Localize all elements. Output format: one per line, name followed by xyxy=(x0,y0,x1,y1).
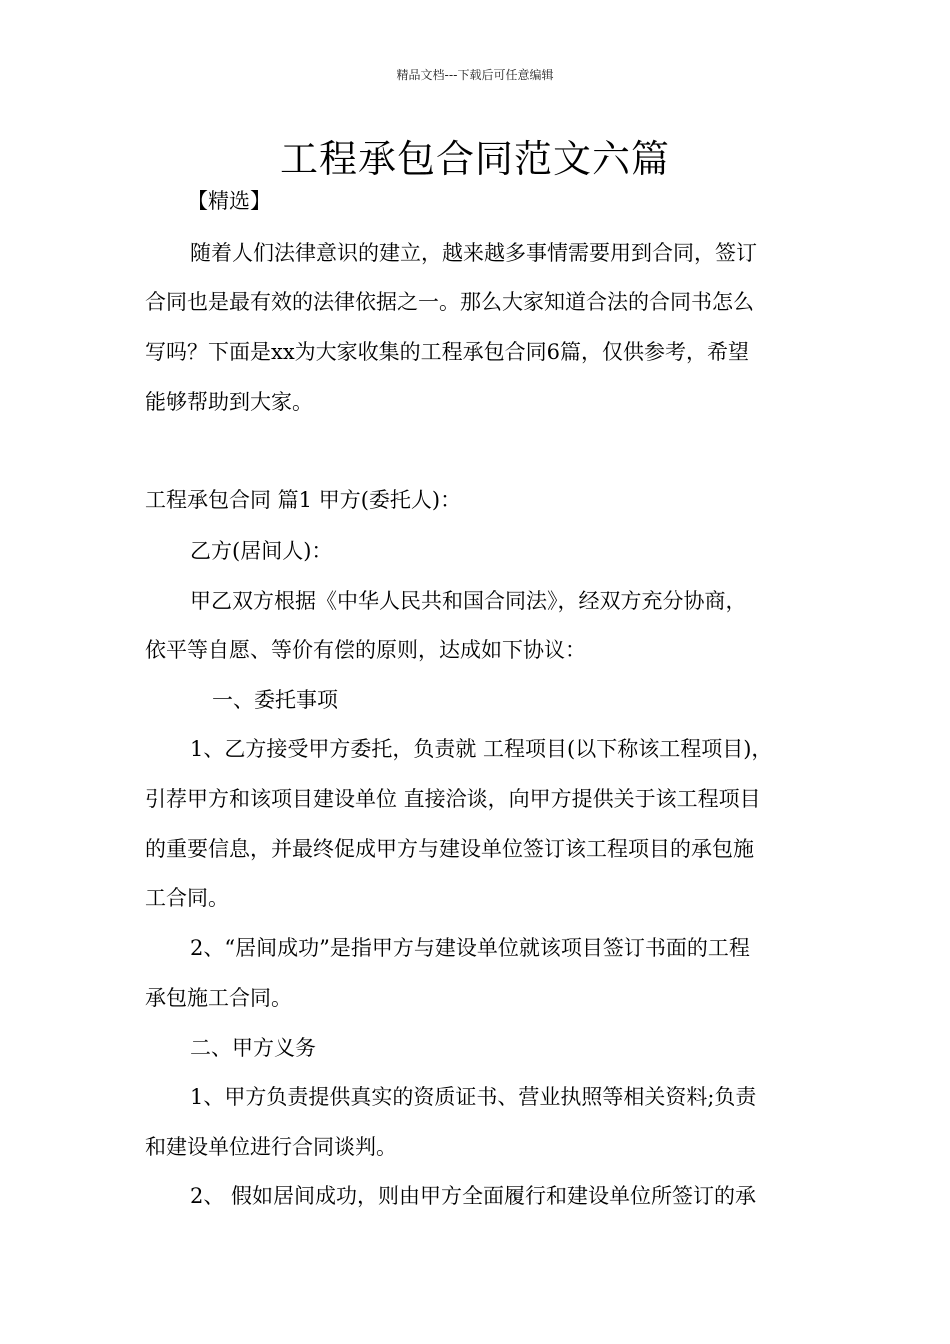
paragraph-line: 随着人们法律意识的建立，越来越多事情需要用到合同，签订 xyxy=(190,241,757,265)
paragraph-line: 写吗？下面是xx为大家收集的工程承包合同6篇，仅供参考，希望 xyxy=(145,340,750,364)
header-note: 精品文档---下载后可任意编辑 xyxy=(396,68,554,82)
tag-line: 【精选】 xyxy=(187,189,271,213)
section-heading: 二、甲方义务 xyxy=(190,1036,316,1060)
paragraph-line: 2、 假如居间成功，则由甲方全面履行和建设单位所签订的承 xyxy=(190,1184,757,1208)
paragraph-line: 的重要信息，并最终促成甲方与建设单位签订该工程项目的承包施 xyxy=(145,837,754,861)
paragraph-line: 引荐甲方和该项目建设单位 直接洽谈，向甲方提供关于该工程项目 xyxy=(145,787,761,811)
paragraph-line: 1、乙方接受甲方委托，负责就 工程项目(以下称该工程项目)， xyxy=(190,737,773,761)
paragraph-line: 合同也是最有效的法律依据之一。那么大家知道合法的合同书怎么 xyxy=(145,290,754,314)
paragraph-line: 依平等自愿、等价有偿的原则，达成如下协议： xyxy=(145,638,586,662)
party-line: 乙方(居间人)： xyxy=(190,539,333,563)
paragraph-line: 和建设单位进行合同谈判。 xyxy=(145,1135,397,1159)
paragraph-line: 甲乙双方根据《中华人民共和国合同法》，经双方充分协商， xyxy=(190,589,747,613)
document-title: 工程承包合同范文六篇 xyxy=(279,137,670,181)
section-heading: 一、委托事项 xyxy=(212,688,338,712)
paragraph-line: 工合同。 xyxy=(145,886,229,910)
paragraph-line: 承包施工合同。 xyxy=(145,986,292,1010)
contract-heading-line: 工程承包合同 篇1 甲方(委托人)： xyxy=(145,488,462,512)
paragraph-line: 能够帮助到大家。 xyxy=(145,390,313,414)
paragraph-line: 2、“居间成功”是指甲方与建设单位就该项目签订书面的工程 xyxy=(190,936,750,960)
paragraph-line: 1、甲方负责提供真实的资质证书、营业执照等相关资料;负责 xyxy=(190,1085,757,1109)
